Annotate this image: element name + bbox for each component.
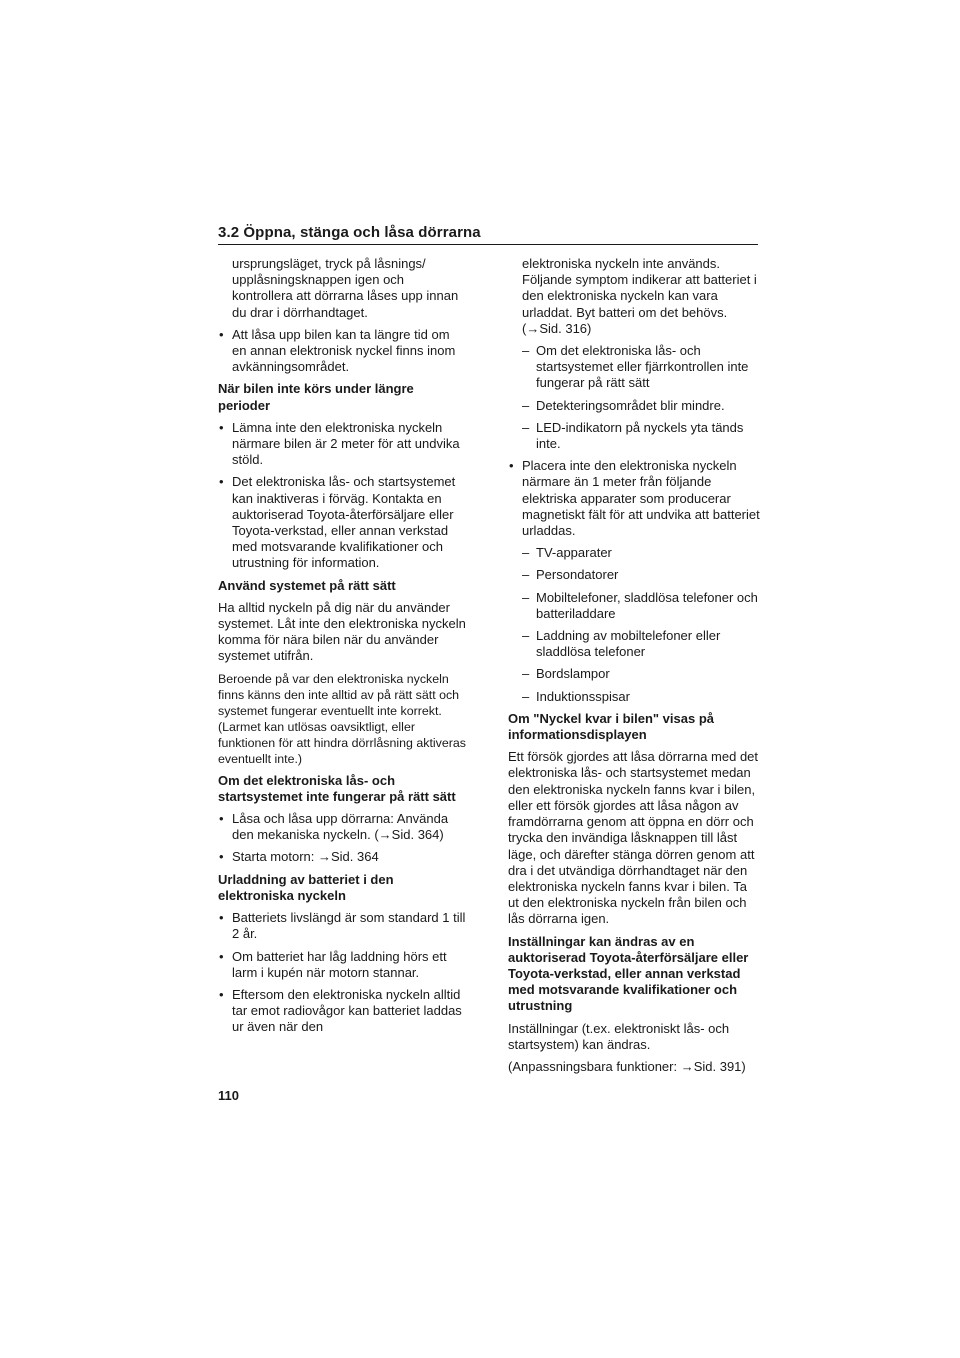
list-item: • Om batteriet har låg laddning hörs ett larm i kupén när motorn stannar. [218,949,466,981]
subheading: Om "Nyckel kvar i bilen" visas på informationsdisplayen [508,710,714,743]
list-item: • Att låsa upp bilen kan ta längre tid om en annan elektronisk nyckel finns inom avkänningsområdet. [218,327,466,376]
dash-item: – Mobiltelefoner, sladdlösa telefoner och batteriladdare [508,590,760,622]
device-list [508,545,760,705]
subheading: Urladdning av batteriet i den elektroniska nyckeln [218,871,394,903]
subheading: När bilen inte körs under längre perioder [218,381,414,413]
list-item: • Starta motorn: →Sid. 364 [218,849,466,865]
dash-item: – TV-apparater [508,545,760,561]
list-item: • Lämna inte den elektroniska nyckeln närmare bilen är 2 meter för att undvika stöld. [218,420,466,469]
list-item: • Placera inte den elektroniska nyckeln närmare än 1 meter från följande elektriska apparater som producerar magnetiskt fält för att undvika att batteriet urladdas. [508,458,760,539]
dash-item: – Persondatorer [508,567,760,583]
dash-item: – Bordslampor [508,666,760,682]
right-column [508,256,760,1081]
note-paragraph: Beroende på var den elektroniska nyckeln finns känns den inte alltid av på rätt sätt och systemet fungerar eventuellt inte korrekt. (Larmet kan utlösas oavsiktligt, eller funktionen för att hindra dörrlåsning aktiveras eventuellt inte.) [218,671,466,766]
list-item: • Batteriets livslängd är som standard 1 till 2 år. [218,910,466,942]
list-item: • Eftersom den elektroniska nyckeln alltid tar emot radiovågor kan batteriet laddas ur även när den [218,987,466,1036]
section-title: 3.2 Öppna, stänga och låsa dörrarna [218,224,481,241]
dash-item: – LED-indikatorn på nyckels yta tänds inte. [508,420,760,452]
dash-item: – Detekteringsområdet blir mindre. [508,398,760,414]
symptom-list [508,343,760,452]
subheading: Använd systemet på rätt sätt [218,577,396,593]
page-number: 110 [218,1088,239,1103]
dash-item: – Om det elektroniska lås- och startsystemet eller fjärrkontrollen inte fungerar på rätt sätt [508,343,760,392]
left-column [218,256,466,1042]
list-item: • Det elektroniska lås- och startsystemet kan inaktiveras i förväg. Kontakta en auktoriserad Toyota-återförsäljare eller Toyota-verkstad, eller annan verkstad med motsvarande kvalifikationer och utrustning för information. [218,474,466,571]
list-item: • Låsa och låsa upp dörrarna: Använda den mekaniska nyckeln. (→Sid. 364) [218,811,466,843]
paragraph: Ett försök gjordes att låsa dörrarna med det elektroniska lås- och startsystemet medan den elektroniska nyckeln fanns kvar i bilen, eller ett försök gjordes att låsa någon av framdörrarna genom att öppna en dörr och trycka den invändiga låsknappen till låst läge, och därefter stänga dörren genom att dra i det utvändiga dörrhandtaget när den elektroniska nyckeln fanns kvar i bilen. Ta ut den elektroniska nyckeln från bilen och lås dörrarna igen. [508,749,759,927]
dash-item: – Induktionsspisar [508,689,760,705]
dash-item: – Laddning av mobiltelefoner eller sladdlösa telefoner [508,628,760,660]
subheading: Inställningar kan ändras av en auktoriserad Toyota-återförsäljare eller Toyota-verkstad, eller annan verkstad med motsvarande kvalifikationer och utrustning [508,933,749,1014]
paragraph: (Anpassningsbara funktioner: →Sid. 391) [508,1058,746,1074]
continued-text: ursprungsläget, tryck på låsnings/ upplåsningsknappen igen och kontrollera att dörrarna låses upp innan du drar i dörrhandtaget. [232,256,459,320]
continued-text: elektroniska nyckeln inte används. Följande symptom indikerar att batteriet i den elektroniska nyckeln kan vara urladdat. Byt batteri om det behövs. (→Sid. 316) [522,256,757,336]
subheading: Om det elektroniska lås- och startsystemet inte fungerar på rätt sätt [218,772,456,804]
header-rule [218,244,758,245]
paragraph: Ha alltid nyckeln på dig när du använder systemet. Låt inte den elektroniska nyckeln komma för nära bilen när du använder systemet utifrån. [218,599,466,664]
paragraph: Inställningar (t.ex. elektroniskt lås- och startsystem) kan ändras. [508,1020,730,1052]
